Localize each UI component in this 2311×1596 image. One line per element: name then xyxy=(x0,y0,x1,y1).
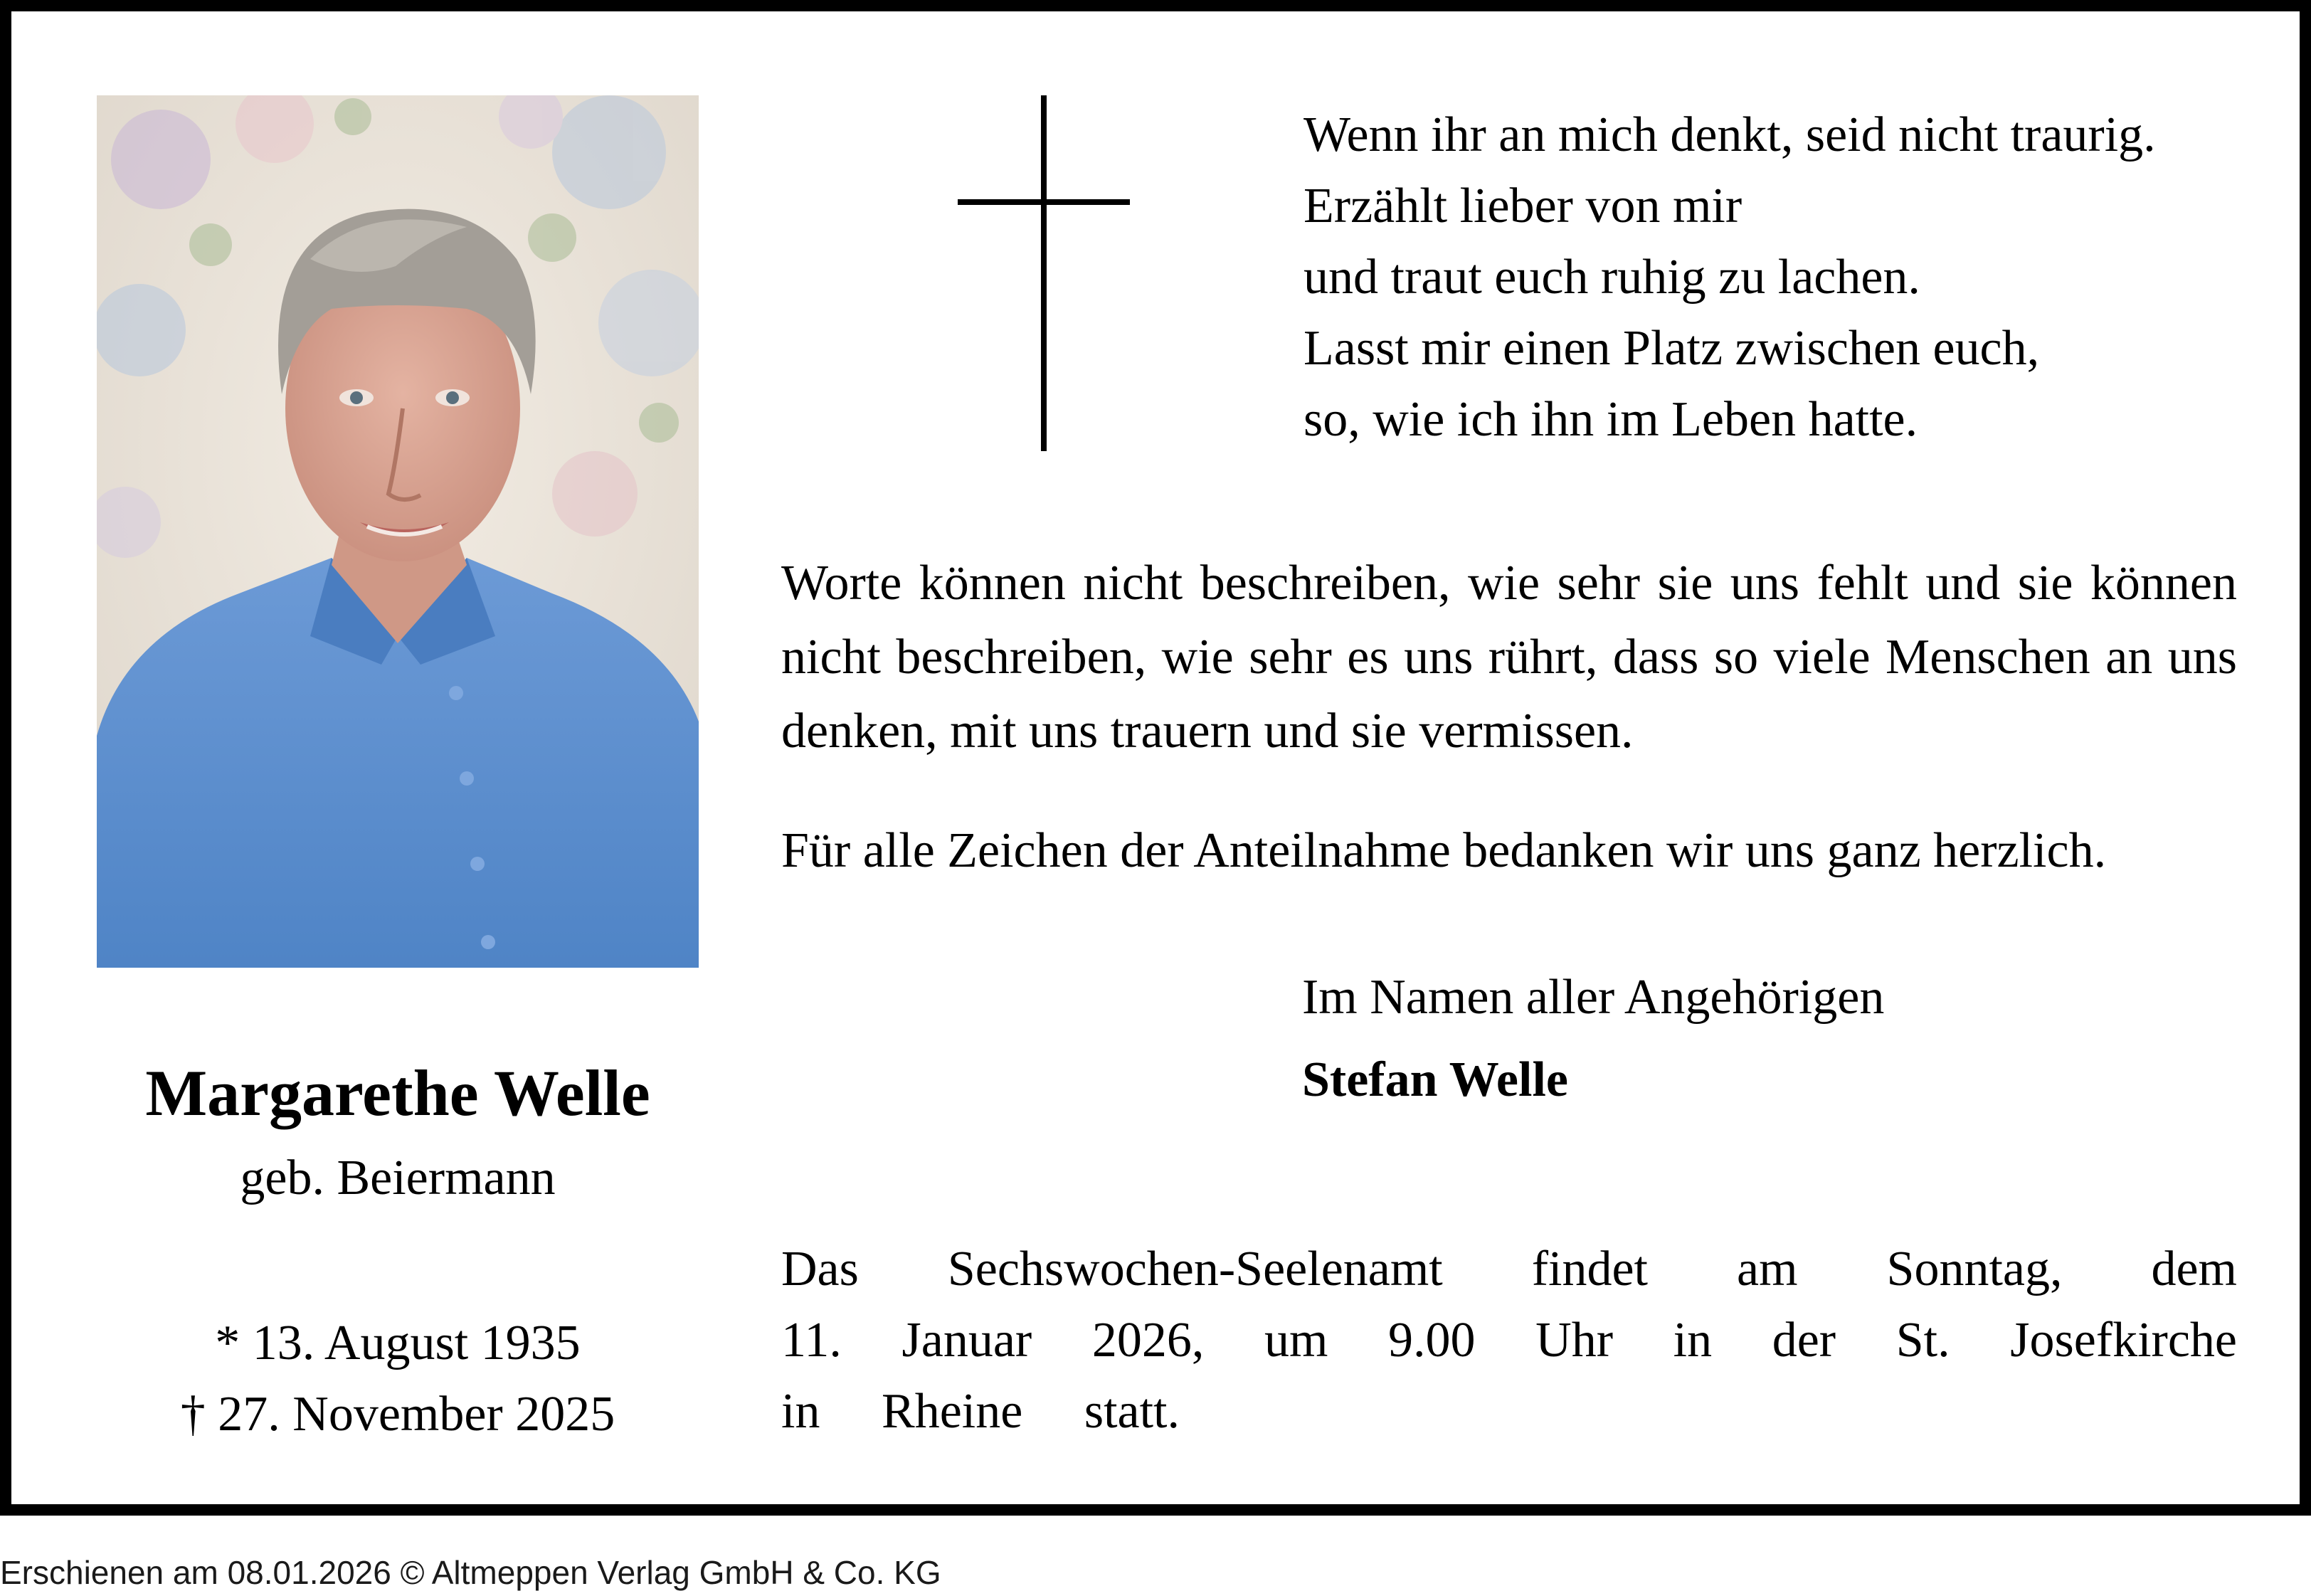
life-dates xyxy=(54,1308,741,1450)
signoff-line: Im Namen aller Angehörigen xyxy=(1302,970,1885,1025)
latin-cross-icon xyxy=(958,95,1130,451)
deceased-name: Margarethe Welle xyxy=(145,1057,650,1129)
cross-horizontal-bar xyxy=(958,199,1130,205)
memorial-poem xyxy=(1303,100,2156,455)
service-line: in Rheine statt. xyxy=(781,1384,1180,1439)
maiden-name: geb. Beiermann xyxy=(240,1151,556,1205)
birth-date: * 13. August 1935 xyxy=(215,1316,581,1370)
death-date: † 27. November 2025 xyxy=(180,1387,615,1442)
portrait-photo-image xyxy=(97,95,699,968)
poem-line: Wenn ihr an mich denkt, seid nicht traurig. xyxy=(1303,107,2156,162)
poem-line: Erzählt lieber von mir xyxy=(1303,179,1742,233)
poem-line: und traut euch ruhig zu lachen. xyxy=(1303,250,1920,305)
signer-name: Stefan Welle xyxy=(1302,1052,1568,1107)
service-line: Das Sechswochen-Seelenamt findet am Sonntag, dem xyxy=(781,1242,2237,1296)
thanks-closing: Für alle Zeichen der Anteilnahme bedanken wir uns ganz herzlich. xyxy=(781,823,2107,878)
service-announcement xyxy=(781,1234,2237,1447)
poem-line: so, wie ich ihn im Leben hatte. xyxy=(1303,392,1918,447)
thanks-paragraph: Worte können nicht beschreiben, wie sehr sie uns fehlt und sie können nicht beschreiben, wie sehr es uns rührt, dass so viele Menschen an uns denken, mit uns trauern und sie vermissen. xyxy=(781,556,2237,759)
cross-vertical-bar xyxy=(1041,95,1047,451)
publication-footer: Erschienen am 08.01.2026 © Altmeppen Verlag GmbH & Co. KG xyxy=(0,1554,941,1591)
poem-line: Lasst mir einen Platz zwischen euch, xyxy=(1303,321,2040,376)
portrait-photo xyxy=(97,95,699,968)
service-line: 11. Januar 2026, um 9.00 Uhr in der St. Josefkirche xyxy=(781,1313,2237,1368)
